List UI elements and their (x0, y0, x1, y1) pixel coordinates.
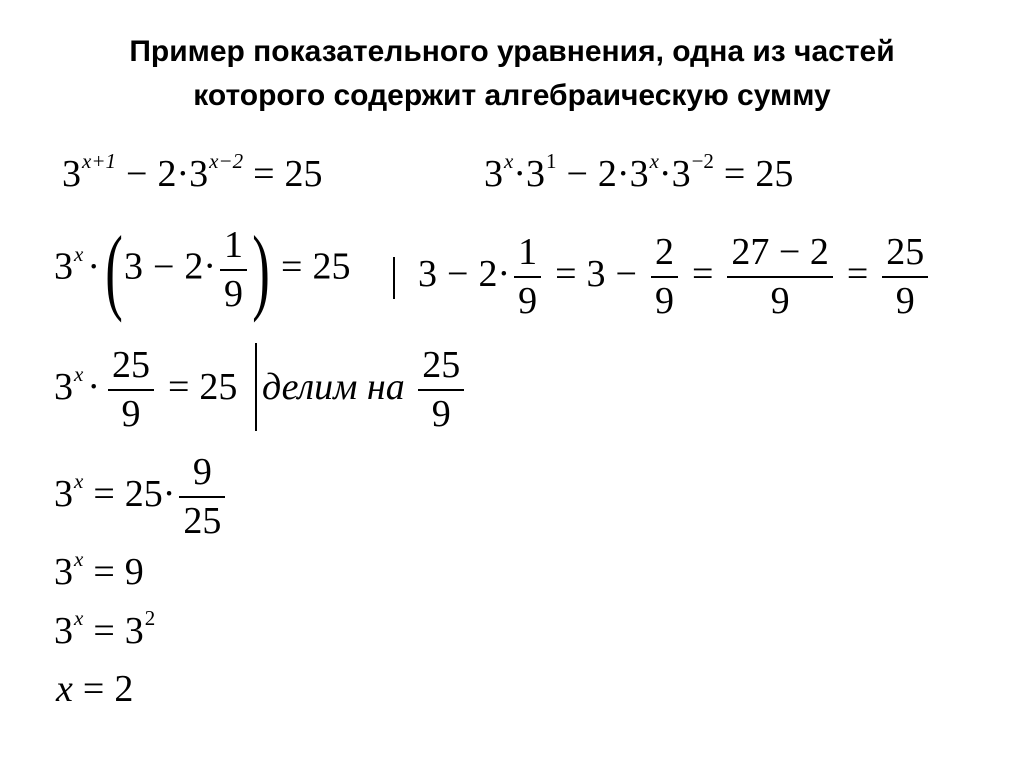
separator-bar-2 (255, 343, 257, 431)
equation-5: $3^x = 25\cdot$ $\frac{9}{25}$ (54, 452, 229, 542)
divide-note: делим на $\frac{25}{9}$ (262, 345, 468, 435)
fraction: $\frac{1}{9}$ (220, 225, 247, 315)
equation-8: x = 2 (56, 668, 134, 710)
equation-1: $3^{x+1} - 2\cdot 3^{x-2} = 25$ (62, 149, 323, 195)
equation-2: $3^x\cdot 3^1 - 2\cdot 3^x\cdot 3^{-2} = 25$ (484, 149, 794, 195)
slide-title (0, 30, 1024, 118)
equation-7: $3^x = 3^2$ (54, 606, 156, 652)
fraction: $\frac{25}{9}$ (108, 345, 154, 435)
fraction: $\frac{2}{9}$ (651, 232, 678, 322)
equation-3: $3^x \cdot(3 - 2\cdot$ $\frac{1}{9}$ ) = 25 (54, 216, 351, 323)
separator-bar-1 (393, 257, 395, 299)
fraction: $\frac{27 - 2}{9}$ (727, 232, 832, 322)
fraction: $\frac{9}{25}$ (179, 452, 225, 542)
fraction: $\frac{1}{9}$ (514, 232, 541, 322)
title-line-1: Пример показательного уравнения, одна из частей (129, 35, 895, 68)
title-line-2: которого содержит алгебраическую сумму (193, 79, 831, 112)
side-calculation: 3 − 2· $\frac{1}{9}$ = 3 − $\frac{2}{9}$ = $\frac{27 - 2}{9}$ = $\frac{25}{9}$ (418, 232, 932, 322)
equation-6: $3^x = 9$ (54, 547, 144, 593)
equation-4: $3^x$ · $\frac{25}{9}$ = 25 (54, 344, 238, 436)
fraction: $\frac{25}{9}$ (882, 232, 928, 322)
fraction: $\frac{25}{9}$ (418, 345, 464, 435)
